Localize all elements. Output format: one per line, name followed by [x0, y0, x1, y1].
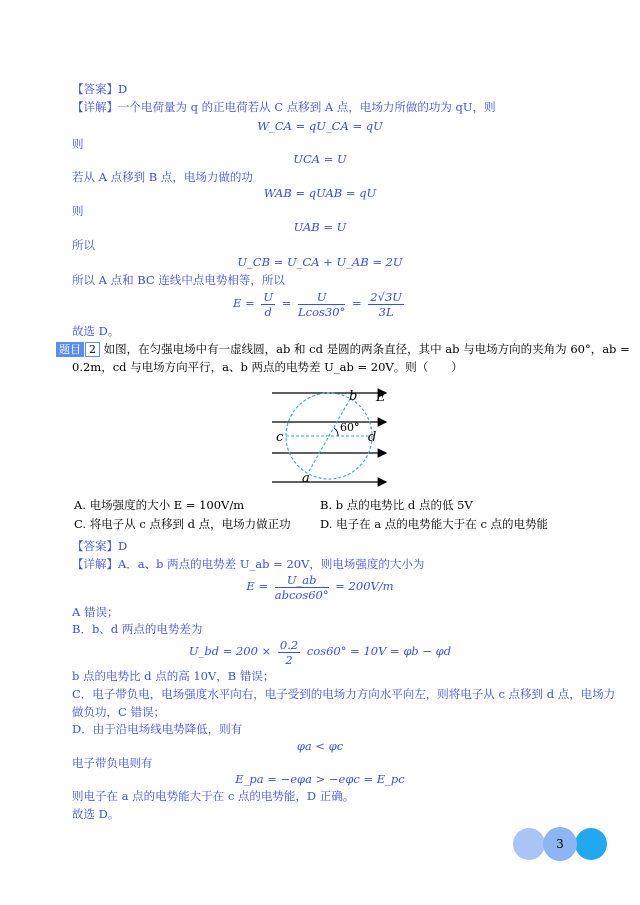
- detail-line-1: 【详解】一个电荷量为 q 的正电荷若从 C 点移到 A 点，电场力所做的功为 qU，则: [72, 100, 496, 114]
- fraction-numerator: U: [263, 289, 274, 304]
- eqa-left: E =: [246, 579, 269, 593]
- label-c: c: [276, 430, 284, 445]
- equation-phi: φa < φc: [296, 739, 344, 753]
- option-d[interactable]: D. 电子在 a 点的电势能大于在 c 点的电势能: [320, 517, 549, 531]
- choose-d-2: 故选 D。: [72, 807, 120, 821]
- b-intro-text: B．b、d 两点的电势差为: [72, 622, 203, 636]
- d-text: D．由于沿电场线电势降低，则有: [72, 722, 243, 736]
- c-text-1: C．电子带负电，电场强度水平向右，电子受到的电场力方向水平向左，则将电子从 c 点移到 d 点，电场力: [72, 687, 616, 701]
- question-2-line-2: 0.2m，cd 与电场方向平行，a、b 两点的电势差 U_ab = 20V。则（ ）: [72, 360, 463, 374]
- answer-label-1: 【答案】D: [72, 82, 128, 96]
- page-circle-dark: [575, 828, 607, 860]
- choose-d-1: 故选 D。: [72, 324, 120, 338]
- eq6-left: E =: [233, 296, 255, 310]
- fraction-u-over-d: [261, 290, 275, 319]
- eq6-equals: =: [281, 296, 292, 310]
- fraction-uab-over-abcos60: [275, 573, 329, 602]
- answer-label-2: 【答案】D: [72, 539, 128, 553]
- b-result-text: b 点的电势比 d 点的高 10V，B 错误；: [72, 669, 275, 683]
- detail-line-2: 【详解】A．a、b 两点的电势差 U_ab = 20V，则电场强度的大小为: [72, 557, 425, 571]
- then-label-2: 则: [72, 204, 84, 218]
- fraction-denominator: abcos60°: [274, 587, 329, 602]
- label-b: b: [349, 389, 358, 404]
- d-result-text: 则电子在 a 点的电势能大于在 c 点的电势能，D 正确。: [72, 789, 355, 803]
- question-number: 2: [85, 342, 100, 357]
- negative-charge-text: 电子带负电则有: [72, 756, 153, 770]
- fraction-denominator: 2: [285, 652, 293, 667]
- so-label: 所以: [72, 238, 95, 252]
- label-d: d: [368, 430, 377, 445]
- label-a: a: [302, 471, 310, 486]
- question-2-line-1: [56, 341, 630, 357]
- conclusion-text: 所以 A 点和 BC 连线中点电势相等，所以: [72, 273, 285, 287]
- c-text-2: 做负功，C 错误；: [72, 705, 165, 719]
- label-e: E: [376, 390, 386, 405]
- page-circle-light: [513, 828, 545, 860]
- question-text-1: 如图，在匀强电场中有一虚线圆，ab 和 cd 是圆的两条直径，其中 ab 与电场方向的夹角为 60°，ab =: [103, 342, 630, 356]
- option-c[interactable]: C. 将电子从 c 点移到 d 点，电场力做正功: [74, 517, 291, 531]
- eqa-right: = 200V/m: [335, 579, 394, 593]
- fraction-u-over-lcos30: [298, 290, 345, 319]
- equation-ubd: [0, 636, 640, 667]
- question-tag: 题目: [56, 342, 84, 357]
- equation-e-field: [0, 288, 640, 319]
- fraction-numerator: 0.2: [279, 637, 299, 652]
- fraction-0-2-over-2: [278, 638, 300, 667]
- angle-arc: [334, 428, 338, 436]
- label-angle: 60°: [340, 421, 360, 434]
- equation-e-200: [0, 571, 640, 602]
- from-a-to-b-text: 若从 A 点移到 B 点，电场力做的功: [72, 170, 253, 184]
- page-number: 3: [543, 827, 577, 861]
- fraction-numerator: 2√3U: [370, 289, 402, 304]
- fraction-denominator: Lcos30°: [298, 304, 346, 319]
- equation-ucb: U_CB = U_CA + U_AB = 2U: [237, 255, 403, 269]
- equation-wca: W_CA = qU_CA = qU: [257, 119, 383, 133]
- electric-field-figure: [268, 380, 398, 490]
- fraction-numerator: U_ab: [275, 573, 329, 588]
- eq6-equals-2: =: [352, 296, 362, 310]
- equation-potential-energy: E_pa = −eφa > −eφc = E_pc: [235, 772, 405, 786]
- option-a[interactable]: A. 电场强度的大小 E = 100V/m: [74, 498, 245, 512]
- then-label-1: 则: [72, 137, 84, 151]
- fraction-numerator: U: [298, 290, 345, 305]
- equation-uca: UCA = U: [293, 152, 347, 166]
- option-b[interactable]: B. b 点的电势比 d 点的低 5V: [320, 498, 473, 512]
- fraction-result: [368, 290, 404, 319]
- equation-wab: WAB = qUAB = qU: [263, 186, 377, 200]
- eqb-right: cos60° = 10V = φb − φd: [306, 644, 452, 658]
- fraction-denominator: d: [264, 304, 272, 319]
- eqb-left: U_bd = 200 ×: [188, 644, 272, 658]
- equation-uab: UAB = U: [293, 220, 347, 234]
- fraction-denominator: 3L: [378, 304, 394, 319]
- a-wrong-text: A 错误；: [72, 605, 119, 619]
